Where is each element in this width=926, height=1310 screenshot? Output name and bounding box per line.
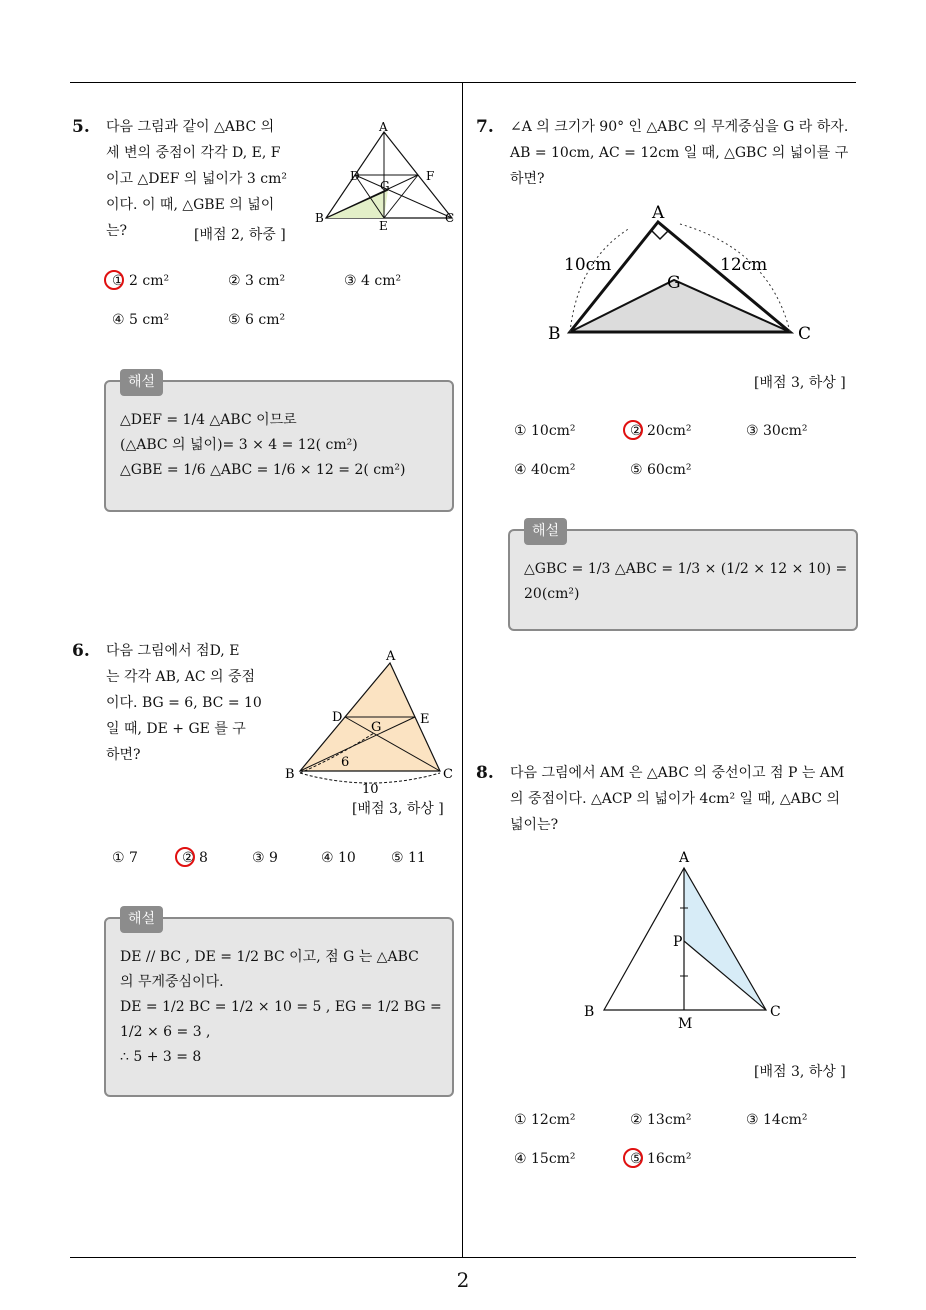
fig-label: 12cm	[720, 255, 768, 275]
question-line: AB = 10cm, AC = 12cm 일 때, △GBC 의 넓이를 구	[510, 145, 849, 161]
question-number: 5.	[72, 117, 90, 137]
explanation-line: 의 무게중심이다.	[120, 974, 224, 990]
choice-3[interactable]: ③ 4 cm²	[344, 273, 402, 289]
question-line: 의 중점이다. △ACP 의 넓이가 4cm² 일 때, △ABC 의	[510, 791, 841, 807]
question-line: ∠A 의 크기가 90° 인 △ABC 의 무게중심을 G 라 하자.	[510, 119, 849, 135]
question-number: 8.	[476, 763, 494, 783]
score-meta: [배점 3, 하상 ]	[352, 801, 444, 817]
explanation-tag: 해설	[120, 906, 163, 933]
question-number: 6.	[72, 641, 90, 661]
question-line: 이고 △DEF 의 넓이가 3 cm²	[106, 171, 287, 187]
explanation-line: 1/2 × 6 = 3 ,	[120, 1024, 211, 1040]
explanation-line: △DEF = 1/4 △ABC 이므로	[120, 412, 297, 428]
fig-label: A	[679, 850, 690, 866]
score-meta: [배점 3, 하상 ]	[754, 375, 846, 391]
score-meta: [배점 2, 하중 ]	[194, 227, 286, 243]
choice-2[interactable]: ② 20cm²	[630, 423, 692, 439]
explanation-box	[104, 374, 454, 512]
question-line: 다음 그림과 같이 △ABC 의	[106, 119, 275, 135]
choice-2[interactable]: ② 13cm²	[630, 1112, 692, 1128]
column-divider	[462, 82, 463, 1257]
question-text	[510, 760, 860, 838]
fig-label: M	[678, 1016, 693, 1032]
question-line: 하면?	[106, 747, 141, 763]
page-number: 2	[456, 1268, 470, 1292]
explanation-tag: 해설	[120, 369, 163, 396]
question-text	[510, 114, 860, 192]
choice-1[interactable]: ① 7	[112, 850, 138, 866]
top-rule	[70, 82, 856, 83]
fig-label: B	[548, 324, 561, 344]
question-line: 하면?	[510, 171, 545, 187]
question-line: 다음 그림에서 AM 은 △ABC 의 중선이고 점 P 는 AM	[510, 765, 845, 781]
choice-4[interactable]: ④ 5 cm²	[112, 312, 170, 328]
fig-label: E	[420, 712, 430, 727]
choice-5[interactable]: ⑤ 11	[391, 850, 426, 866]
choice-4[interactable]: ④ 40cm²	[514, 462, 576, 478]
question-line: 다음 그림에서 점D, E	[106, 643, 240, 659]
explanation-box	[508, 523, 858, 631]
choice-4[interactable]: ④ 10	[321, 850, 356, 866]
answer-mark-circle	[175, 847, 195, 867]
fig-label: A	[379, 120, 388, 134]
fig-label: E	[379, 219, 388, 233]
explanation-line: △GBC = 1/3 △ABC = 1/3 × (1/2 × 12 × 10) =	[524, 561, 848, 577]
answer-mark-circle	[623, 420, 643, 440]
choice-1[interactable]: ① 2 cm²	[112, 273, 170, 289]
explanation-line: △GBE = 1/6 △ABC = 1/6 × 12 = 2( cm²)	[120, 462, 406, 478]
q5-figure	[312, 118, 462, 238]
choice-5[interactable]: ⑤ 60cm²	[630, 462, 692, 478]
q7-figure	[540, 200, 830, 345]
explanation-box	[104, 911, 454, 1097]
fig-label: 6	[341, 755, 350, 770]
choice-1[interactable]: ① 10cm²	[514, 423, 576, 439]
score-meta: [배점 3, 하상 ]	[754, 1064, 846, 1080]
explanation-line: (△ABC 의 넓이)= 3 × 4 = 12( cm²)	[120, 437, 358, 453]
q8-figure	[576, 846, 796, 1036]
question-line: 넓이는?	[510, 817, 559, 833]
question-text	[106, 638, 276, 768]
fig-label: C	[770, 1004, 781, 1020]
question-line: 이다. 이 때, △GBE 의 넓이	[106, 197, 275, 213]
question-line: 는?	[106, 223, 128, 239]
fig-label: B	[315, 211, 324, 225]
bottom-rule	[70, 1257, 856, 1258]
choice-3[interactable]: ③ 30cm²	[746, 423, 808, 439]
explanation-line: ∴ 5 + 3 = 8	[120, 1049, 202, 1065]
choice-1[interactable]: ① 12cm²	[514, 1112, 576, 1128]
answer-mark-circle	[623, 1148, 643, 1168]
explanation-tag: 해설	[524, 518, 567, 545]
fig-label: G	[371, 720, 382, 735]
fig-label: G	[380, 179, 390, 193]
fig-label: A	[652, 203, 665, 223]
choice-4[interactable]: ④ 15cm²	[514, 1151, 576, 1167]
fig-label: 10	[362, 782, 379, 797]
question-line: 일 때, DE + GE 를 구	[106, 721, 246, 737]
fig-label: F	[426, 169, 435, 183]
answer-mark-circle	[104, 270, 124, 290]
question-line: 세 변의 중점이 각각 D, E, F	[106, 145, 281, 161]
fig-label: B	[584, 1004, 595, 1020]
question-line: 는 각각 AB, AC 의 중점	[106, 669, 256, 685]
question-line: 이다. BG = 6, BC = 10	[106, 695, 262, 711]
choice-2[interactable]: ② 3 cm²	[228, 273, 286, 289]
choice-3[interactable]: ③ 14cm²	[746, 1112, 808, 1128]
explanation-line: DE // BC , DE = 1/2 BC 이고, 점 G 는 △ABC	[120, 949, 419, 965]
explanation-line: DE = 1/2 BC = 1/2 × 10 = 5 , EG = 1/2 BG =	[120, 999, 442, 1015]
fig-label: D	[350, 169, 360, 183]
fig-label: 10cm	[564, 255, 612, 275]
fig-label: G	[667, 273, 681, 293]
fig-label: C	[798, 324, 812, 344]
fig-label: A	[386, 649, 396, 664]
choice-2[interactable]: ② 8	[182, 850, 208, 866]
fig-label: C	[443, 767, 453, 782]
question-number: 7.	[476, 117, 494, 137]
fig-label: B	[285, 767, 295, 782]
choice-5[interactable]: ⑤ 6 cm²	[228, 312, 286, 328]
q6-figure	[282, 645, 462, 797]
fig-label: D	[332, 710, 343, 725]
fig-label: P	[673, 934, 683, 950]
choice-3[interactable]: ③ 9	[252, 850, 278, 866]
fig-label: C	[445, 211, 455, 225]
explanation-line: 20(cm²)	[524, 586, 580, 602]
choice-5[interactable]: ⑤ 16cm²	[630, 1151, 692, 1167]
